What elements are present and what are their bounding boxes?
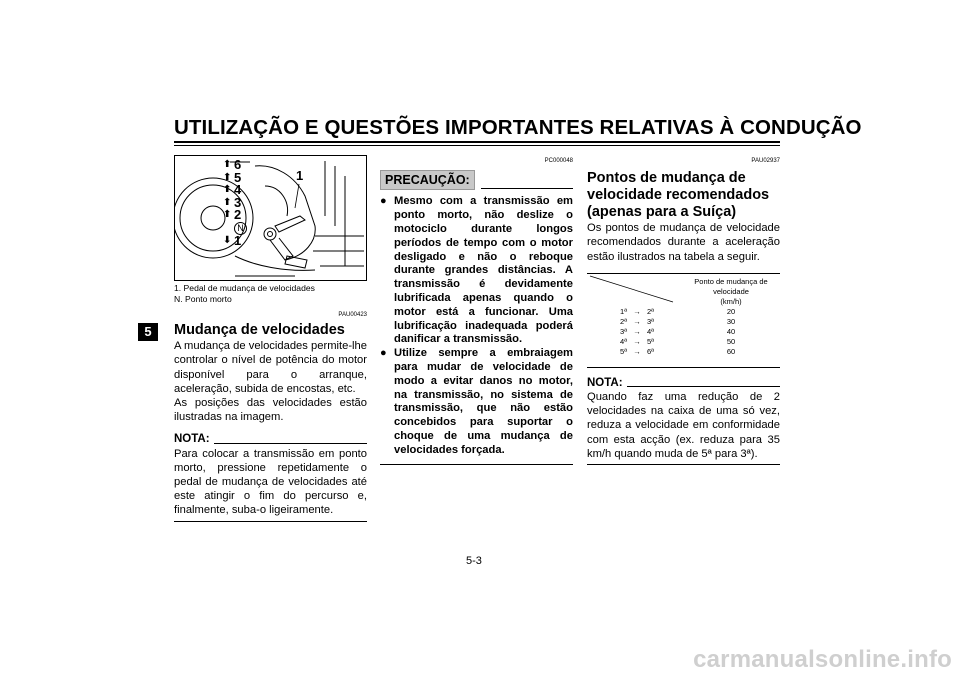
gear-to: 5ª xyxy=(647,336,654,346)
caption-item: N. Ponto morto xyxy=(174,293,232,304)
arrow-icon: → xyxy=(633,306,641,316)
left-column xyxy=(174,155,367,522)
table-header: (km/h) xyxy=(720,296,742,306)
gear-from: 4ª xyxy=(620,336,627,346)
nota-label: NOTA: xyxy=(174,433,210,446)
page-title: UTILIZAÇÃO E QUESTÕES IMPORTANTES RELATIVAS À CONDUÇÃO xyxy=(174,116,862,139)
neutral-label: N xyxy=(234,222,247,235)
nota-heading xyxy=(174,432,367,446)
up-arrow-icon: ⬆ xyxy=(223,171,232,183)
chapter-tab: 5 xyxy=(138,323,158,341)
shift-speed: 50 xyxy=(726,336,736,346)
arrow-icon: → xyxy=(633,336,641,346)
nota-heading xyxy=(587,376,780,390)
gear-to: 3ª xyxy=(647,316,654,326)
table-row xyxy=(587,317,780,327)
arrow-icon: → xyxy=(633,316,641,326)
gear-from: 5ª xyxy=(620,346,627,356)
title-rule-thin xyxy=(174,145,780,146)
gear-label: 5 xyxy=(234,169,242,185)
gear-to: 6ª xyxy=(647,346,654,356)
nota-text: Quando faz uma redução de 2 velocidades na caixa de uma só vez, reduza a velocidade em conformidade com esta acção (ex. reduza para 35 km/h quando muda de 5ª para 3ª). xyxy=(587,391,780,460)
paragraph: Os pontos de mudança de velocidade recomendados durante a aceleração estão ilustrados na tabela a seguir. xyxy=(587,222,780,263)
table-header: Ponto de mudança de xyxy=(694,276,768,286)
middle-column xyxy=(380,154,573,465)
gear-shift-figure xyxy=(174,155,367,281)
table-row xyxy=(587,307,780,317)
callout-label: 1 xyxy=(296,168,304,183)
paragraph: As posições das velocidades estão ilustradas na imagem. xyxy=(174,397,367,424)
watermark: carmanualsonline.info xyxy=(693,646,952,673)
bullet-icon: ● xyxy=(380,195,387,208)
figure-caption xyxy=(174,283,367,304)
section-heading: Pontos de mudança de velocidade recomendados (apenas para a Suíça) xyxy=(587,170,770,221)
caption-item: 1. Pedal de mudança de velocidades xyxy=(174,283,315,293)
shift-speed: 20 xyxy=(726,306,736,316)
caution-bullet xyxy=(380,347,573,457)
table-diagonal xyxy=(587,274,677,304)
gear-from: 2ª xyxy=(620,316,627,326)
nota-end-rule xyxy=(174,521,367,522)
gear-from: 1ª xyxy=(620,306,627,316)
arrow-icon: → xyxy=(633,346,641,356)
gear-to: 4ª xyxy=(647,326,654,336)
section-code: PAU02937 xyxy=(751,158,780,164)
caution-heading xyxy=(380,170,573,190)
up-arrow-icon: ⬆ xyxy=(223,196,232,208)
caution-bullet xyxy=(380,195,573,347)
gear-label: 4 xyxy=(234,182,242,197)
right-column xyxy=(587,154,780,465)
nota-rule xyxy=(214,443,367,444)
caution-label: PRECAUÇÃO: xyxy=(380,170,475,190)
engine-illustration xyxy=(175,156,366,280)
nota-end-rule xyxy=(587,464,780,465)
bullet-icon: ● xyxy=(380,347,387,360)
bullet-text: Mesmo com a transmissão em ponto morto, não deslize o motociclo durante longos períodos de tempo com o motor desligado e não o reboque durante grandes distâncias. A transmissão é devidamente lubrificada apenas quando o motor está a funcionar. Uma lubrificação inadequada poderá danificar a transmissão. xyxy=(394,195,573,346)
table-header: velocidade xyxy=(713,286,749,296)
gear-label: 6 xyxy=(234,157,242,172)
title-rule xyxy=(174,141,780,143)
nota-label: NOTA: xyxy=(587,376,623,389)
up-arrow-icon: ⬆ xyxy=(223,184,232,195)
page-number: 5-3 xyxy=(466,555,482,567)
shift-speed: 60 xyxy=(726,346,736,356)
table-row xyxy=(587,327,780,337)
shift-speed: 30 xyxy=(726,316,736,326)
section-heading: Mudança de velocidades xyxy=(174,322,345,339)
gear-to: 2ª xyxy=(647,306,654,316)
section-code: PAU00423 xyxy=(338,312,367,318)
nota-rule xyxy=(627,386,780,387)
gear-from: 3ª xyxy=(620,326,627,336)
caution-end-rule xyxy=(380,464,573,465)
arrow-icon: → xyxy=(633,326,641,336)
up-arrow-icon: ⬆ xyxy=(223,209,232,220)
up-arrow-icon: ⬆ xyxy=(223,159,232,170)
nota-text: Para colocar a transmissão em ponto morto, pressione repetidamente o pedal de mudança de velocidades até este atingir o fim do percurso e, finalmente, suba-o ligeiramente. xyxy=(174,447,367,517)
shift-speed: 40 xyxy=(726,326,736,336)
gear-label: 3 xyxy=(234,194,242,210)
table-row xyxy=(587,347,780,357)
table-row xyxy=(587,337,780,347)
paragraph: A mudança de velocidades permite-lhe controlar o nível de potência do motor disponível para o arranque, aceleração, subida de encostas, etc. xyxy=(174,340,367,395)
caution-rule xyxy=(481,188,573,189)
down-arrow-icon: ⬇ xyxy=(223,234,232,246)
bullet-text: Utilize sempre a embraiagem para mudar de velocidade de modo a evitar danos no motor, na transmissão, no sistema de transmissão, que não estão concebidos para suportar o choque de uma mudança de velocidades forçada. xyxy=(394,347,573,456)
gear-label: 2 xyxy=(234,207,242,222)
shift-point-table xyxy=(587,273,780,368)
section-code: PC000048 xyxy=(544,158,573,164)
gear-label: 1 xyxy=(234,232,242,248)
